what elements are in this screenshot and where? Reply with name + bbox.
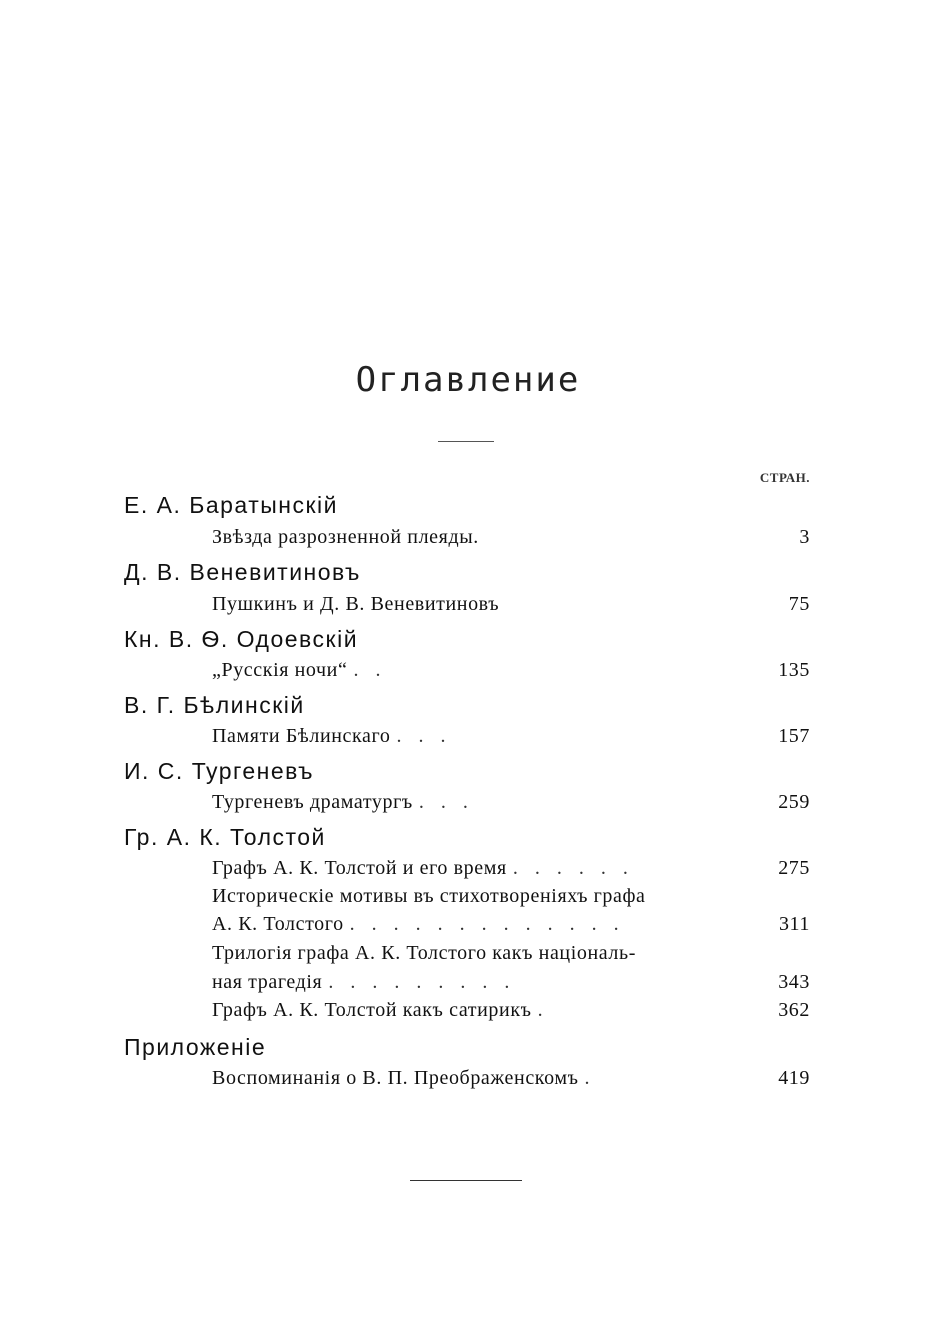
toc-entry — [212, 526, 810, 549]
toc-entry — [212, 885, 810, 908]
toc-entry-title: Графъ А. К. Толстой и его время — [212, 857, 507, 879]
toc-entry-title: Графъ А. К. Толстой какъ сатирикъ — [212, 999, 532, 1021]
leader-dots: . . . . . . . . . — [328, 971, 516, 993]
toc-entry — [212, 857, 810, 880]
toc-author-heading: Е. А. Баратынскій — [124, 492, 338, 518]
toc-page-number: 311 — [778, 913, 810, 935]
toc-author-heading: В. Г. Бѣлинскій — [124, 692, 305, 718]
toc-page-number: 419 — [778, 1067, 810, 1089]
toc-entry-title: Звѣзда разрозненной плеяды. — [212, 526, 479, 548]
toc-page-number: 75 — [788, 593, 810, 615]
toc-author-heading: Кн. В. Ѳ. Одоевскій — [124, 626, 359, 652]
toc-entry-title: Памяти Бѣлинскаго — [212, 725, 391, 747]
toc-entry-title: Историческіе мотивы въ стихотвореніяхъ графа — [212, 885, 646, 907]
leader-dots: . — [584, 1067, 596, 1089]
toc-entry-title: Пушкинъ и Д. В. Веневитиновъ — [212, 593, 500, 615]
leader-dots: . . . — [396, 725, 452, 747]
leader-dots: . — [537, 999, 549, 1021]
toc-entry — [212, 913, 810, 936]
toc-author-heading: Приложеніе — [124, 1034, 267, 1060]
toc-entry-title: „Русскія ночи“ — [212, 659, 348, 681]
leader-dots: . . — [353, 659, 387, 681]
page-column-label: СТРАН. — [759, 470, 810, 485]
toc-author-heading: И. С. Тургеневъ — [124, 758, 314, 784]
toc-page-number: 259 — [778, 791, 810, 813]
toc-page-number: 135 — [778, 659, 810, 681]
toc-author-heading: Д. В. Веневитиновъ — [124, 559, 361, 585]
toc-entry — [212, 725, 810, 748]
toc-entry — [212, 942, 810, 965]
toc-entry — [212, 999, 810, 1022]
toc-page-number: 343 — [778, 971, 810, 993]
toc-entry — [212, 593, 810, 616]
toc-page-number: 3 — [799, 526, 810, 548]
leader-dots: . . . . . . . . . . . . . — [349, 913, 625, 935]
toc-entry-title: Тургеневъ драматургъ — [212, 791, 413, 813]
toc-page-number: 157 — [778, 725, 810, 747]
toc-entry — [212, 659, 810, 682]
leader-dots: . . . — [418, 791, 474, 813]
toc-entry-title: Воспоминанія о В. П. Преображенскомъ — [212, 1067, 579, 1089]
page-title: Оглавление — [355, 360, 581, 400]
toc-entry-title: Трилогія графа А. К. Толстого какъ національ- — [212, 942, 636, 964]
toc-page-number: 362 — [778, 999, 810, 1021]
toc-entry — [212, 791, 810, 814]
toc-entry — [212, 1067, 810, 1090]
toc-page-number: 275 — [778, 857, 810, 879]
toc-entry — [212, 971, 810, 994]
closing-rule — [410, 1180, 522, 1181]
toc-entry-title: А. К. Толстого — [212, 913, 344, 935]
toc-entry-title: ная трагедія — [212, 971, 323, 993]
toc-author-heading: Гр. А. К. Толстой — [124, 824, 326, 850]
leader-dots: . . . . . . — [512, 857, 634, 879]
